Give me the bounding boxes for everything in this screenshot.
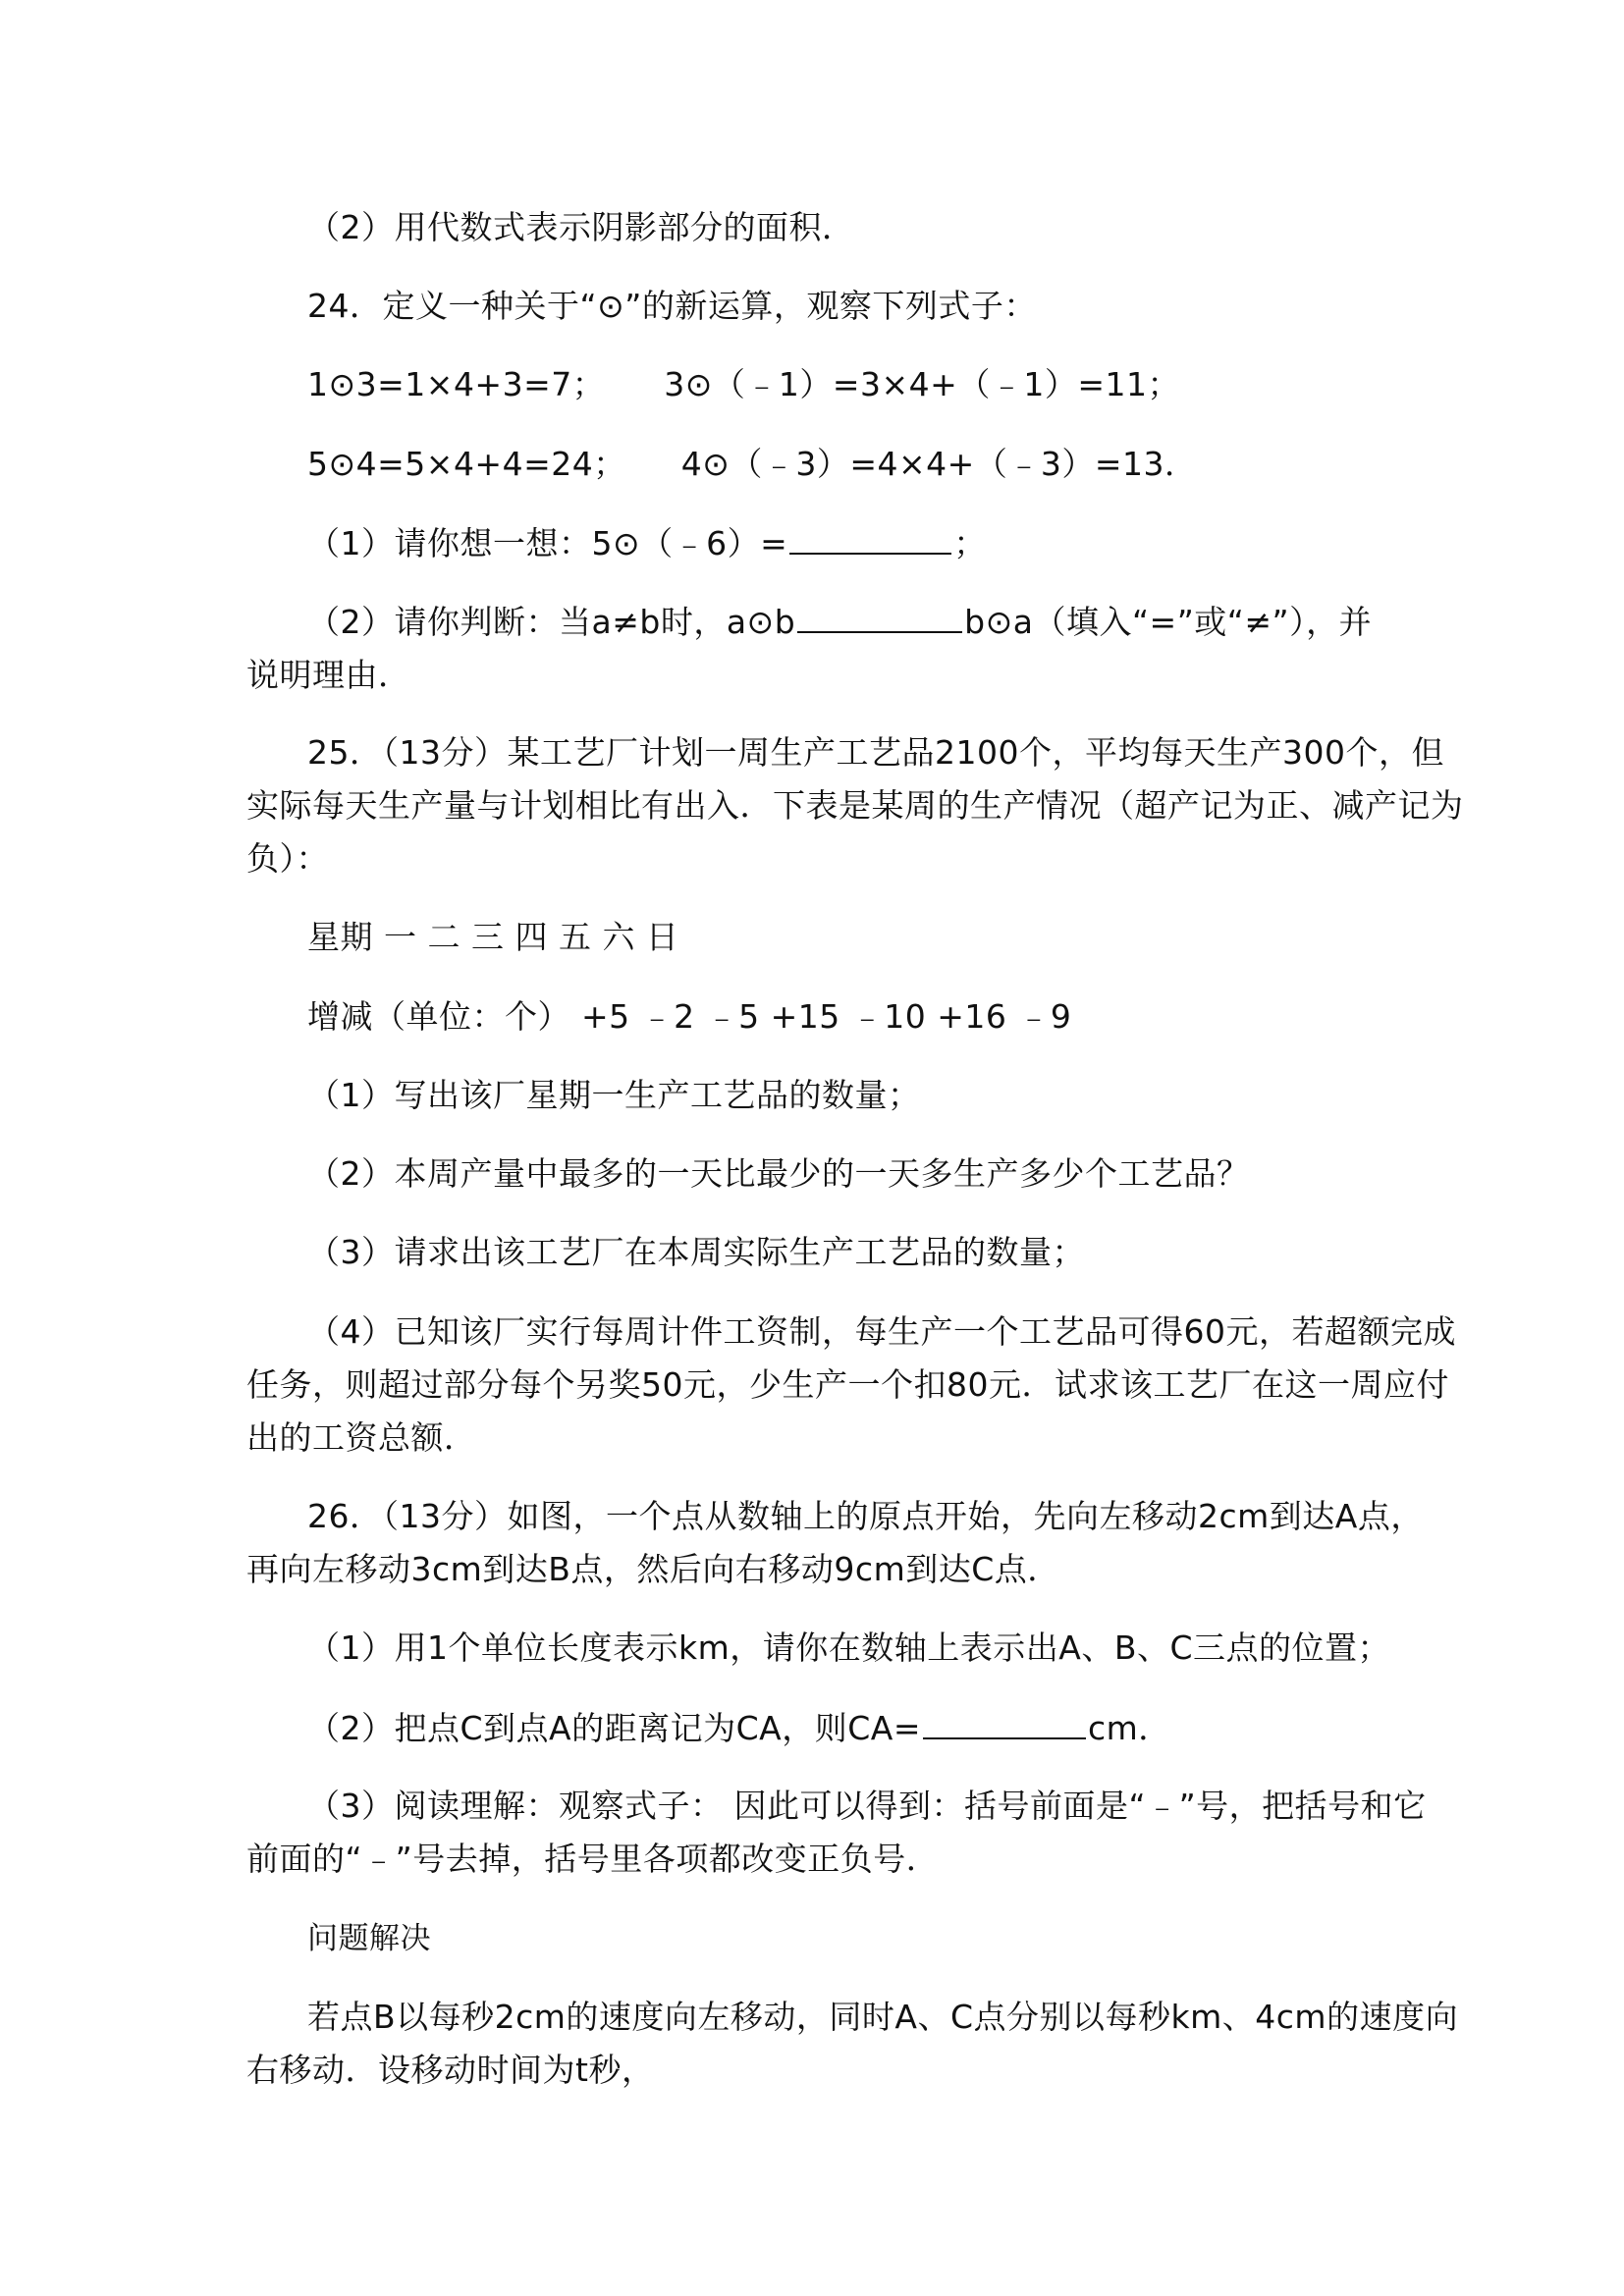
problem-solving-heading: 问题解决 (307, 1921, 431, 1956)
q26-line-1: 26．（13分）如图，一个点从数轴上的原点开始，先向左移动2cm到达A点， (307, 1497, 1424, 1535)
q26-part2 (307, 1708, 1171, 1748)
q24-part2-end: b⊙a（填入“=”或“≠”），并 (964, 603, 1373, 641)
q25-part4-line-2: 任务，则超过部分每个另奖50元，少生产一个扣80元．试求该工艺厂在这一周应付 (246, 1365, 1449, 1404)
q25-line-3: 负）： (246, 839, 329, 878)
q26-part2-unit: cm． (1088, 1709, 1171, 1747)
q24-part2-cont: 说明理由． (246, 656, 411, 694)
q24-part1 (307, 523, 987, 563)
q25-part2: （2）本周产量中最多的一天比最少的一天多生产多少个工艺品？ (307, 1154, 1250, 1193)
answer-blank[interactable] (789, 523, 951, 555)
q26-part1: （1）用1个单位长度表示km，请你在数轴上表示出A、B、C三点的位置； (307, 1629, 1391, 1667)
q25-part1: （1）写出该厂星期一生产工艺品的数量； (307, 1076, 921, 1114)
q24-example-row-2 (307, 445, 1197, 484)
q24-part1-text: （1）请你想一想：5⊙（﹣6）= (307, 524, 788, 562)
q26-part3-line-2: 前面的“﹣”号去掉，括号里各项都改变正负号． (246, 1840, 940, 1878)
q25-line-2: 实际每天生产量与计划相比有出入．下表是某周的生产情况（超产记为正、减产记为 (246, 786, 1464, 825)
example-1a: 1⊙3=1×4+3=7； (307, 365, 606, 403)
q25-part4-line-3: 出的工资总额． (246, 1418, 477, 1457)
q24-example-row-1 (307, 365, 1180, 404)
answer-blank[interactable] (923, 1708, 1086, 1739)
q24-part2 (307, 602, 1372, 642)
q26-part3-line-1: （3）阅读理解：观察式子： 因此可以得到：括号前面是“﹣”号，把括号和它 (307, 1787, 1427, 1825)
example-1b: 3⊙（﹣1）=3×4+（﹣1）=11； (664, 365, 1180, 403)
answer-blank[interactable] (797, 602, 962, 633)
q25-part3: （3）请求出该工艺厂在本周实际生产工艺品的数量； (307, 1233, 1085, 1271)
q24-part1-end: ； (953, 524, 987, 562)
q24-part2-text: （2）请你判断：当a≠b时，a⊙b (307, 603, 796, 641)
table-row-changes: 增减（单位：个） +5 ﹣2 ﹣5 +15 ﹣10 +16 ﹣9 (307, 997, 1072, 1036)
q23-part2: （2）用代数式表示阴影部分的面积． (307, 208, 855, 246)
q26-part2-text: （2）把点C到点A的距离记为CA，则CA= (307, 1709, 921, 1747)
q25-line-1: 25．（13分）某工艺厂计划一周生产工艺品2100个，平均每天生产300个，但 (307, 733, 1444, 772)
example-2a: 5⊙4=5×4+4=24； (307, 445, 626, 483)
q24-intro: 24．定义一种关于“⊙”的新运算，观察下列式子： (307, 287, 1037, 325)
table-row-weekdays: 星期 一 二 三 四 五 六 日 (307, 918, 679, 956)
example-2b: 4⊙（﹣3）=4×4+（﹣3）=13． (680, 445, 1198, 483)
q25-part4-line-1: （4）已知该厂实行每周计件工资制，每生产一个工艺品可得60元，若超额完成 (307, 1312, 1456, 1351)
q26-line-2: 再向左移动3cm到达B点，然后向右移动9cm到达C点． (246, 1550, 1060, 1588)
problem-line-1: 若点B以每秒2cm的速度向左移动，同时A、C点分别以每秒km、4cm的速度向 (307, 1998, 1459, 2036)
problem-line-2: 右移动．设移动时间为t秒， (246, 2051, 655, 2089)
